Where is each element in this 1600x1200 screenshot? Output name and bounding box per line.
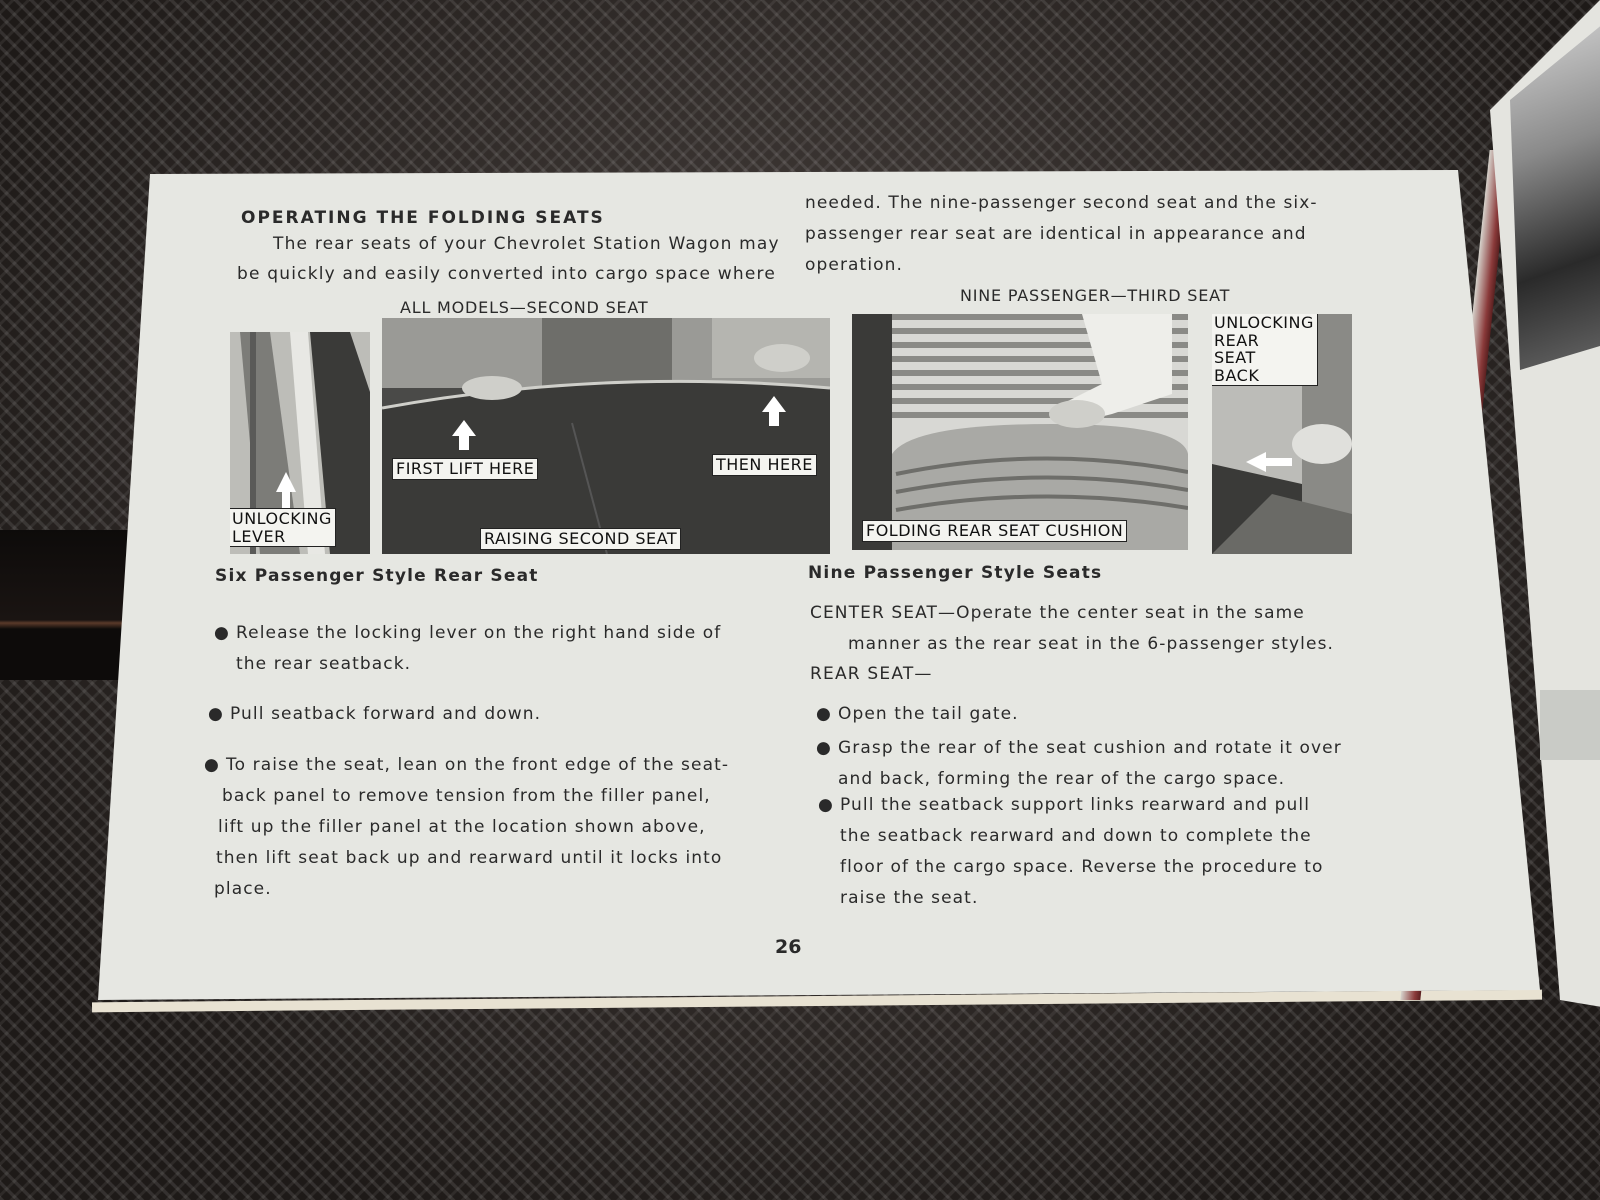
right-bullet-3-line-1: Pull the seatback support links rearward and pull xyxy=(840,795,1311,815)
photo-unlocking-rear-seat-back xyxy=(1212,314,1352,554)
photo-caption-left: ALL MODELS—SECOND SEAT xyxy=(400,298,649,317)
left-bullet-1-line-2: the rear seatback. xyxy=(236,654,412,674)
background-dark-strip xyxy=(0,530,140,680)
left-bullet-1-line-1: Release the locking lever on the right hand side of xyxy=(236,623,722,643)
left-bullet-2-line-1: Pull seatback forward and down. xyxy=(230,704,542,724)
label-raising-second-seat: RAISING SECOND SEAT xyxy=(480,528,681,550)
section-heading: OPERATING THE FOLDING SEATS xyxy=(241,208,605,228)
right-bullet-3-line-2: the seatback rearward and down to complete the xyxy=(840,826,1312,846)
left-bullet-3 xyxy=(204,750,730,905)
left-bullet-3-line-2: back panel to remove tension from the filler panel, xyxy=(222,786,711,806)
left-bullet-3-line-5: place. xyxy=(214,879,272,899)
right-bullet-1 xyxy=(816,699,1019,730)
center-seat-text xyxy=(810,598,1334,660)
photo-caption-right: NINE PASSENGER—THIRD SEAT xyxy=(960,286,1231,305)
right-bullet-2 xyxy=(816,733,1342,795)
left-bullet-1 xyxy=(214,618,722,680)
label-first-lift-here: FIRST LIFT HERE xyxy=(392,458,538,480)
photo-unlocking-lever xyxy=(230,332,370,554)
continued-line-1: needed. The nine-passenger second seat and the six- xyxy=(805,193,1318,213)
right-bullet-2-line-2: and back, forming the rear of the cargo space. xyxy=(838,769,1286,789)
photo-raising-second-seat xyxy=(382,318,830,554)
continued-line-2: passenger rear seat are identical in appearance and xyxy=(805,224,1307,244)
label-unlocking-back-line-1: UNLOCKING xyxy=(1214,314,1314,332)
right-bullet-3-line-3: floor of the cargo space. Reverse the procedure to xyxy=(840,857,1324,877)
adjacent-page-bar xyxy=(1540,690,1600,760)
photo-raising-second-seat-art xyxy=(382,318,830,554)
label-folding-rear-seat-cushion: FOLDING REAR SEAT CUSHION xyxy=(862,520,1127,542)
label-then-here: THEN HERE xyxy=(712,454,817,476)
label-unlocking-lever-line-1: UNLOCKING xyxy=(232,509,332,528)
right-bullet-3 xyxy=(818,790,1324,914)
subheading-six-passenger: Six Passenger Style Rear Seat xyxy=(215,566,539,586)
subheading-nine-passenger: Nine Passenger Style Seats xyxy=(808,563,1103,583)
bullet-dot-icon: ● xyxy=(816,738,832,758)
continued-line-3: operation. xyxy=(805,255,904,275)
bullet-dot-icon: ● xyxy=(818,795,834,815)
right-bullet-3-line-4: raise the seat. xyxy=(840,888,979,908)
bullet-dot-icon: ● xyxy=(214,623,230,643)
center-seat-line-1: CENTER SEAT—Operate the center seat in the same xyxy=(810,603,1305,623)
left-bullet-2 xyxy=(208,699,542,730)
label-unlocking-back-line-3: SEAT xyxy=(1214,348,1256,368)
label-unlocking-back-line-4: BACK xyxy=(1214,365,1260,385)
center-seat-line-2: manner as the rear seat in the 6-passenger styles. xyxy=(848,634,1335,654)
intro-line-1: The rear seats of your Chevrolet Station Wagon may xyxy=(273,234,780,254)
left-bullet-3-line-4: then lift seat back up and rearward until it locks into xyxy=(216,848,723,868)
label-unlocking-lever xyxy=(230,508,336,547)
left-bullet-3-line-1: To raise the seat, lean on the front edge of the seat- xyxy=(226,755,730,775)
right-bullet-1-line-1: Open the tail gate. xyxy=(838,704,1019,724)
bullet-dot-icon: ● xyxy=(204,755,220,775)
page-number: 26 xyxy=(775,936,802,958)
rear-seat-label: REAR SEAT— xyxy=(810,664,933,684)
photo-folding-rear-seat-cushion xyxy=(852,314,1188,550)
bullet-dot-icon: ● xyxy=(208,704,224,724)
label-unlocking-rear-seat-back xyxy=(1212,314,1318,386)
bullet-dot-icon: ● xyxy=(816,704,832,724)
right-bullet-2-line-1: Grasp the rear of the seat cushion and rotate it over xyxy=(838,738,1342,758)
label-unlocking-lever-line-2: LEVER xyxy=(232,526,286,546)
intro-line-2: be quickly and easily converted into cargo space where xyxy=(237,264,777,284)
label-unlocking-back-line-2: REAR xyxy=(1214,330,1260,350)
photo-folding-rear-seat-cushion-art xyxy=(852,314,1188,550)
left-bullet-3-line-3: lift up the filler panel at the location shown above, xyxy=(218,817,706,837)
continued-text xyxy=(805,188,1318,281)
